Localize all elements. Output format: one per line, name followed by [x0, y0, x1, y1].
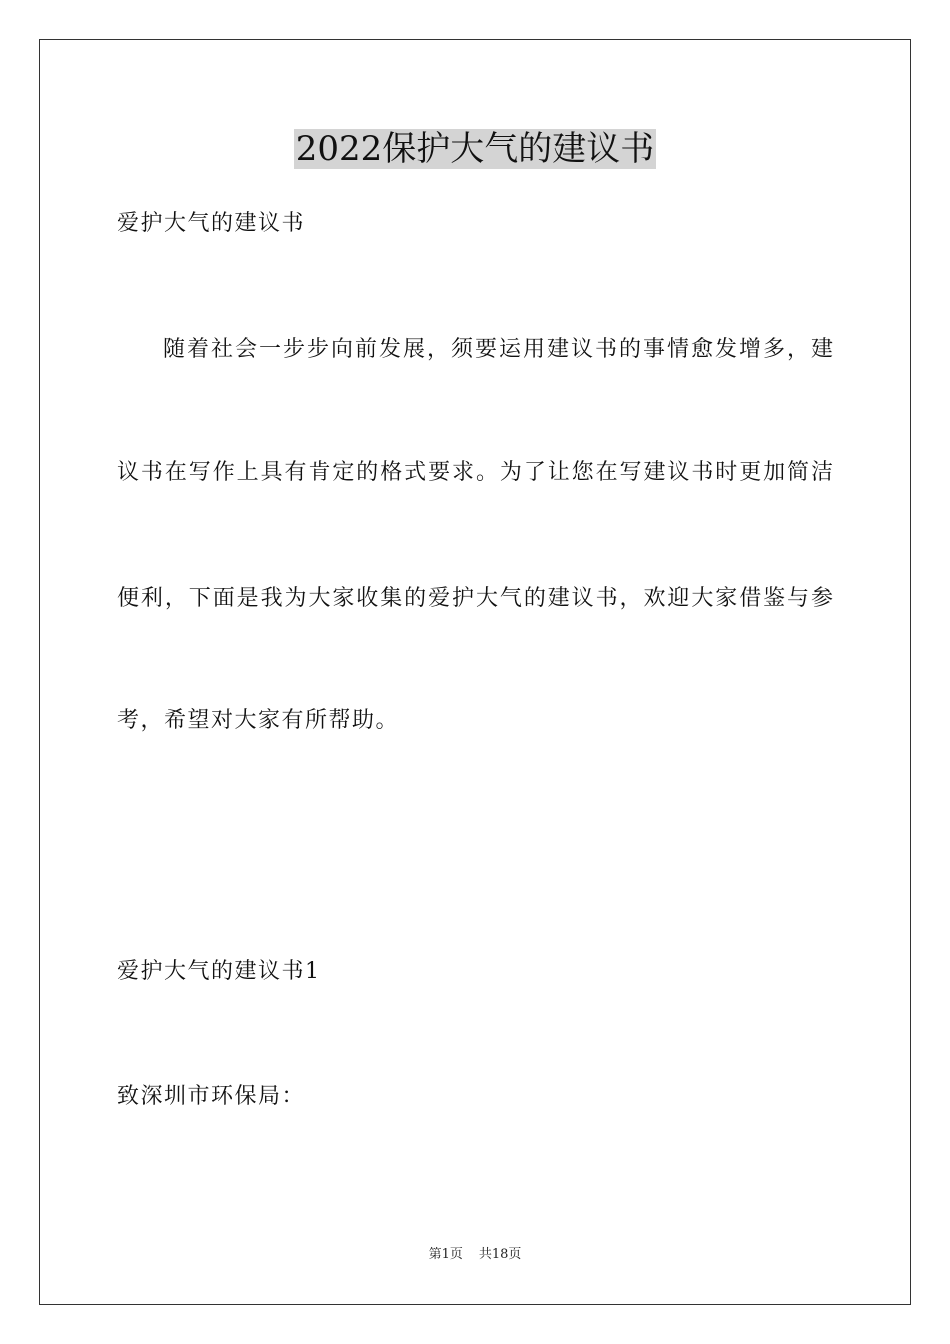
paragraph-line-2: 议书在写作上具有肯定的格式要求。为了让您在写建议书时更加简洁 [117, 460, 833, 485]
section-heading: 爱护大气的建议书1 [117, 959, 321, 984]
document-title [0, 126, 950, 172]
document-title-text: 2022保护大气的建议书 [295, 129, 655, 169]
document-subtitle: 爱护大气的建议书 [117, 211, 306, 236]
paragraph-line-3: 便利，下面是我为大家收集的爱护大气的建议书，欢迎大家借鉴与参 [117, 586, 833, 611]
salutation: 致深圳市环保局： [117, 1084, 306, 1109]
paragraph-line-4: 考，希望对大家有所帮助。 [117, 708, 400, 733]
page-footer [0, 1246, 950, 1264]
paragraph-line-1: 随着社会一步步向前发展，须要运用建议书的事情愈发增多，建 [163, 337, 833, 362]
page-number-current: 第1页 [428, 1247, 463, 1262]
page-number-total: 共18页 [478, 1247, 522, 1262]
